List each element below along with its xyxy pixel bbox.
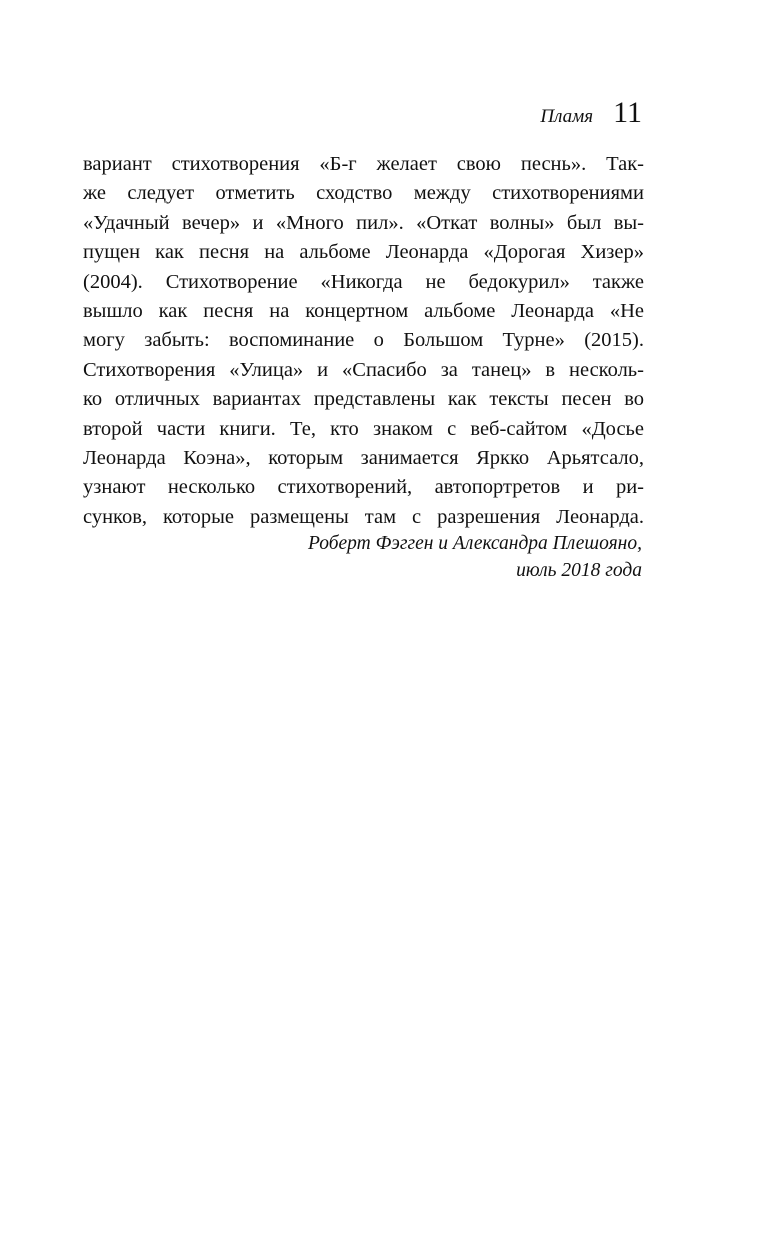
text-line: (2004). Стихотворение «Никогда не бедокурил» также bbox=[83, 270, 644, 293]
section-title: Пламя bbox=[540, 106, 594, 127]
text-line: узнают несколько стихотворений, автопортретов и ри- bbox=[83, 476, 644, 499]
text-line: Леонарда Коэна», которым занимается Яркко Арьятсало, bbox=[83, 446, 644, 469]
signature-date: июль 2018 года bbox=[516, 560, 642, 581]
text-line: пущен как песня на альбоме Леонарда «Дорогая Хизер» bbox=[83, 241, 644, 264]
text-line: второй части книги. Те, кто знаком с веб-сайтом «Досье bbox=[83, 417, 644, 440]
text-line: Стихотворения «Улица» и «Спасибо за танец» в несколь- bbox=[83, 358, 644, 381]
text-line: сунков, которые размещены там с разрешения Леонарда. bbox=[83, 505, 644, 528]
page-number: 11 bbox=[613, 96, 642, 129]
text-line: могу забыть: воспоминание о Большом Турне» (2015). bbox=[83, 329, 644, 352]
text-line: вышло как песня на концертном альбоме Леонарда «Не bbox=[83, 299, 644, 322]
text-line: ко отличных вариантах представлены как тексты песен во bbox=[83, 388, 644, 411]
signature-authors: Роберт Фэгген и Александра Плешояно, bbox=[308, 533, 642, 554]
signature bbox=[308, 530, 642, 584]
text-line: вариант стихотворения «Б-г желает свою песнь». Так- bbox=[83, 153, 644, 175]
text-line: же следует отметить сходство между стихотворениями bbox=[83, 182, 644, 205]
text-line: «Удачный вечер» и «Много пил». «Откат волны» был вы- bbox=[83, 211, 644, 234]
body-text bbox=[83, 150, 644, 532]
running-head bbox=[540, 96, 642, 130]
